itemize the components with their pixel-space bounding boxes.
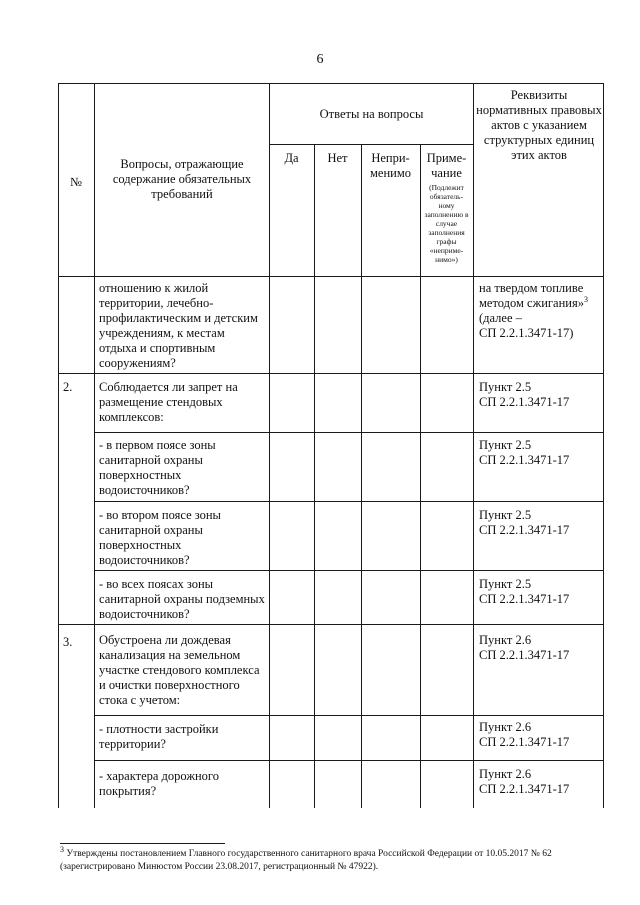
row-number-1: 2. (63, 380, 73, 394)
footnote-mark: 3 (60, 844, 64, 854)
page-number: 6 (316, 52, 324, 67)
row-question-1: Соблюдается ли запрет на размещение стендовых комплексов: (99, 380, 238, 424)
row-question-7: - характера дорожного покрытия? (99, 769, 220, 798)
header-questions: Вопросы, отражающие содержание обязательных требований (112, 157, 252, 201)
row-question-4: - во всех поясах зоны санитарной охраны подземных водоисточников? (99, 577, 265, 621)
footnote-divider (60, 843, 225, 844)
row-requisites-4: Пункт 2.5 СП 2.2.1.3471-17 (479, 577, 570, 606)
row-requisites-0: на твердом топливе методом сжигания»$^3$ (далее – СП 2.2.1.3471-17) (479, 281, 588, 340)
table-border-top (58, 83, 604, 84)
row-requisites-2: Пункт 2.5 СП 2.2.1.3471-17 (479, 438, 570, 467)
row-rule-4 (94, 570, 604, 571)
header-yes: Да (284, 151, 299, 165)
footnote (60, 844, 606, 874)
row-requisites-5: Пункт 2.6 СП 2.2.1.3471-17 (479, 633, 570, 662)
header-note-title: Приме- чание (426, 151, 467, 180)
col-divider-question (269, 83, 270, 808)
row-question-6: - плотности застройки территории? (99, 722, 219, 751)
row-number-5: 3. (63, 635, 73, 649)
row-rule-5 (58, 624, 604, 625)
header-bottom-rule (58, 276, 604, 277)
header-no: Нет (327, 151, 348, 165)
header-not-applicable: Непри- менимо (370, 151, 411, 180)
header-note (420, 151, 473, 264)
row-requisites-3: Пункт 2.5 СП 2.2.1.3471-17 (479, 508, 570, 537)
requirements-table (58, 83, 604, 808)
row-rule-3 (94, 501, 604, 502)
row-question-5: Обустроена ли дождевая канализация на земельном участке стендового комплекса и очистки поверхностного стока с учетом: (99, 633, 260, 707)
header-requisites: Реквизиты нормативных правовых актов с указанием структурных единиц этих актов (476, 88, 602, 162)
header-number: № (70, 175, 82, 189)
row-requisites-1: Пункт 2.5 СП 2.2.1.3471-17 (479, 380, 570, 409)
row-question-3: - во втором поясе зоны санитарной охраны поверхностных водоисточников? (99, 508, 221, 567)
table-border-left (58, 83, 59, 808)
answers-header-rule (269, 144, 474, 145)
row-question-0: отношению к жилой территории, лечебно-профилактическим и детским учреждениям, к местам отдыха и спортивным сооружениям? (99, 281, 258, 370)
col-divider-num (94, 83, 95, 808)
col-divider-yes (314, 144, 315, 808)
col-divider-note (473, 83, 474, 808)
row-requisites-7: Пункт 2.6 СП 2.2.1.3471-17 (479, 767, 570, 796)
row-rule-1 (58, 373, 604, 374)
row-requisites-6: Пункт 2.6 СП 2.2.1.3471-17 (479, 720, 570, 749)
header-note-detail: (Подлежит обязатель- ному заполнению в случае заполнения графы «неприме- нимо») (424, 183, 469, 264)
table-border-right (603, 83, 604, 808)
row-rule-7 (94, 760, 604, 761)
col-divider-no (361, 144, 362, 808)
row-rule-6 (94, 715, 604, 716)
footnote-text: Утверждены постановлением Главного государственного санитарного врача Российской Федерации от 10.05.2017 № 62 (зарегистрировано Минюстом России 23.08.2017, регистрационный № 47922). (60, 849, 552, 872)
header-answers: Ответы на вопросы (319, 107, 424, 121)
row-question-2: - в первом поясе зоны санитарной охраны поверхностных водоисточников? (99, 438, 216, 497)
row-rule-2 (94, 432, 604, 433)
